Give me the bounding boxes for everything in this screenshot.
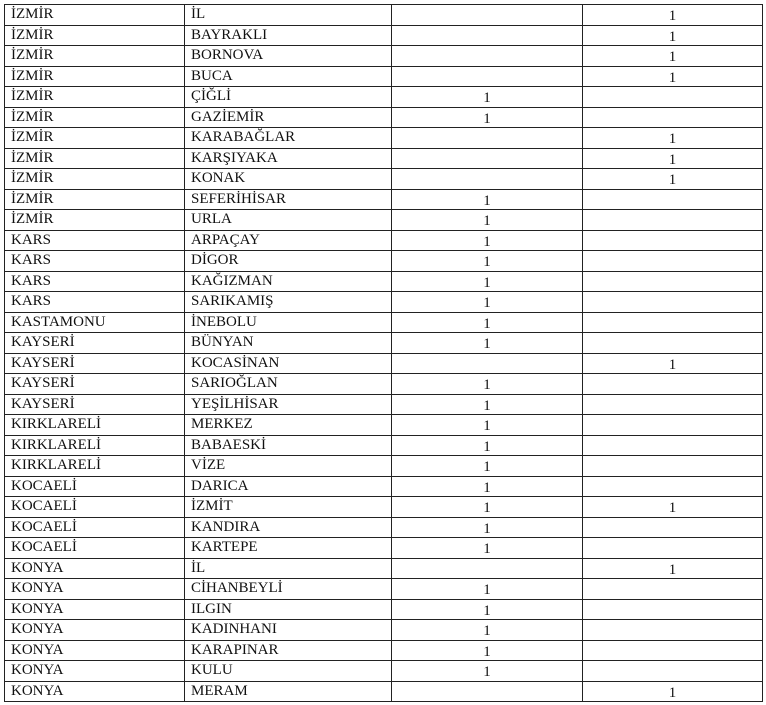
count-cell-4 [583, 230, 763, 251]
province-cell: KAYSERİ [5, 353, 185, 374]
count-cell-3 [392, 271, 583, 292]
count-cell-3 [392, 435, 583, 456]
count-cell-4 [583, 497, 763, 518]
table-row [5, 128, 763, 149]
province-cell: KONYA [5, 661, 185, 682]
district-cell: MERKEZ [185, 415, 392, 436]
province-cell: İZMİR [5, 46, 185, 67]
table-row [5, 333, 763, 354]
count-cell-3 [392, 210, 583, 231]
district-cell: YEŞİLHİSAR [185, 394, 392, 415]
district-cell: KULU [185, 661, 392, 682]
district-cell: VİZE [185, 456, 392, 477]
count-cell-3 [392, 107, 583, 128]
district-cell: BABAESKİ [185, 435, 392, 456]
table-row [5, 517, 763, 538]
count-cell-3 [392, 517, 583, 538]
district-cell: DARICA [185, 476, 392, 497]
table-row [5, 189, 763, 210]
count-cell-4 [583, 271, 763, 292]
district-cell: URLA [185, 210, 392, 231]
province-cell: KAYSERİ [5, 333, 185, 354]
province-cell: İZMİR [5, 66, 185, 87]
count-cell-3 [392, 251, 583, 272]
count-value: 1 [483, 438, 491, 455]
count-value: 1 [668, 356, 677, 373]
district-cell: SARIKAMIŞ [185, 292, 392, 313]
count-cell-3 [392, 456, 583, 477]
district-cell: KOCASİNAN [185, 353, 392, 374]
count-cell-4 [583, 333, 763, 354]
count-value: 1 [668, 172, 677, 189]
province-cell: KAYSERİ [5, 394, 185, 415]
province-cell: KOCAELİ [5, 538, 185, 559]
district-cell: KARŞIYAKA [185, 148, 392, 169]
district-cell: KARABAĞLAR [185, 128, 392, 149]
district-cell: İNEBOLU [185, 312, 392, 333]
district-cell: ILGIN [185, 599, 392, 620]
count-cell-4 [583, 374, 763, 395]
count-value: 1 [483, 623, 491, 640]
district-cell: KARAPINAR [185, 640, 392, 661]
count-cell-3 [392, 497, 583, 518]
count-cell-3 [392, 681, 583, 702]
count-cell-3 [392, 333, 583, 354]
district-cell: SEFERİHİSAR [185, 189, 392, 210]
count-value: 1 [668, 684, 677, 701]
table-row [5, 681, 763, 702]
count-cell-4 [583, 661, 763, 682]
district-cell: BAYRAKLI [185, 25, 392, 46]
count-cell-3 [392, 87, 583, 108]
count-value: 1 [483, 664, 491, 681]
count-value: 1 [483, 336, 491, 353]
district-cell: KADINHANI [185, 620, 392, 641]
count-cell-3 [392, 476, 583, 497]
table-row [5, 640, 763, 661]
count-value: 1 [483, 315, 491, 332]
count-cell-4 [583, 538, 763, 559]
province-cell: KOCAELİ [5, 517, 185, 538]
count-value: 1 [483, 500, 491, 517]
province-cell: KONYA [5, 640, 185, 661]
district-cell: BORNOVA [185, 46, 392, 67]
count-value: 1 [483, 295, 491, 312]
province-cell: KIRKLARELİ [5, 435, 185, 456]
count-cell-3 [392, 169, 583, 190]
count-value: 1 [668, 49, 677, 66]
table-row [5, 251, 763, 272]
province-cell: KARS [5, 230, 185, 251]
count-cell-3 [392, 46, 583, 67]
count-cell-4 [583, 579, 763, 600]
table-row [5, 292, 763, 313]
province-cell: İZMİR [5, 128, 185, 149]
table-row [5, 394, 763, 415]
count-value: 1 [483, 397, 491, 414]
table-row [5, 353, 763, 374]
province-cell: KONYA [5, 681, 185, 702]
district-cell: İZMİT [185, 497, 392, 518]
province-cell: KOCAELİ [5, 476, 185, 497]
table-row [5, 661, 763, 682]
table-row [5, 312, 763, 333]
count-cell-4 [583, 189, 763, 210]
count-value: 1 [668, 69, 677, 86]
district-cell: GAZİEMİR [185, 107, 392, 128]
table-row [5, 107, 763, 128]
province-cell: İZMİR [5, 148, 185, 169]
count-value: 1 [483, 90, 491, 107]
count-cell-4 [583, 107, 763, 128]
count-cell-3 [392, 620, 583, 641]
count-value: 1 [483, 213, 491, 230]
district-cell: DİGOR [185, 251, 392, 272]
count-cell-3 [392, 599, 583, 620]
count-value: 1 [483, 418, 491, 435]
count-cell-4 [583, 394, 763, 415]
province-cell: KARS [5, 271, 185, 292]
district-cell: MERAM [185, 681, 392, 702]
count-cell-4 [583, 128, 763, 149]
province-cell: KOCAELİ [5, 497, 185, 518]
count-cell-3 [392, 415, 583, 436]
count-cell-3 [392, 374, 583, 395]
count-value: 1 [668, 561, 677, 578]
count-value: 1 [483, 192, 491, 209]
table-row [5, 210, 763, 231]
count-cell-4 [583, 435, 763, 456]
count-value: 1 [668, 8, 677, 25]
province-cell: İZMİR [5, 189, 185, 210]
count-cell-4 [583, 25, 763, 46]
count-cell-3 [392, 661, 583, 682]
count-cell-4 [583, 620, 763, 641]
table-row [5, 456, 763, 477]
province-cell: KAYSERİ [5, 374, 185, 395]
table-row [5, 87, 763, 108]
count-cell-3 [392, 353, 583, 374]
province-cell: KARS [5, 251, 185, 272]
count-value: 1 [483, 479, 491, 496]
province-cell: KONYA [5, 558, 185, 579]
table-row [5, 538, 763, 559]
count-cell-3 [392, 394, 583, 415]
count-cell-3 [392, 640, 583, 661]
count-cell-4 [583, 169, 763, 190]
count-cell-4 [583, 46, 763, 67]
district-cell: KANDIRA [185, 517, 392, 538]
district-cell: ÇİĞLİ [185, 87, 392, 108]
count-value: 1 [668, 131, 677, 148]
count-cell-4 [583, 66, 763, 87]
count-cell-4 [583, 681, 763, 702]
count-value: 1 [483, 582, 491, 599]
table-row [5, 230, 763, 251]
count-cell-3 [392, 128, 583, 149]
district-cell: ARPAÇAY [185, 230, 392, 251]
count-cell-3 [392, 538, 583, 559]
province-cell: İZMİR [5, 25, 185, 46]
province-cell: İZMİR [5, 107, 185, 128]
count-value: 1 [483, 233, 491, 250]
count-value: 1 [483, 520, 491, 537]
count-cell-3 [392, 25, 583, 46]
district-cell: SARIOĞLAN [185, 374, 392, 395]
count-value: 1 [483, 541, 491, 558]
count-cell-4 [583, 476, 763, 497]
district-cell: İL [185, 5, 392, 26]
table-row [5, 435, 763, 456]
count-value: 1 [668, 151, 677, 168]
count-cell-4 [583, 353, 763, 374]
province-cell: İZMİR [5, 169, 185, 190]
count-cell-4 [583, 87, 763, 108]
province-cell: KONYA [5, 579, 185, 600]
province-cell: İZMİR [5, 87, 185, 108]
count-value: 1 [483, 274, 491, 291]
count-cell-3 [392, 148, 583, 169]
province-cell: KASTAMONU [5, 312, 185, 333]
count-value: 1 [483, 643, 491, 660]
table-row [5, 46, 763, 67]
province-cell: KIRKLARELİ [5, 456, 185, 477]
district-cell: İL [185, 558, 392, 579]
district-cell: BUCA [185, 66, 392, 87]
district-cell: KONAK [185, 169, 392, 190]
count-value: 1 [483, 377, 491, 394]
count-cell-3 [392, 312, 583, 333]
count-value: 1 [483, 254, 491, 271]
count-cell-4 [583, 415, 763, 436]
count-cell-3 [392, 292, 583, 313]
count-cell-3 [392, 189, 583, 210]
count-cell-4 [583, 517, 763, 538]
district-cell: CİHANBEYLİ [185, 579, 392, 600]
province-cell: KONYA [5, 620, 185, 641]
table-row [5, 374, 763, 395]
district-cell: BÜNYAN [185, 333, 392, 354]
table-row [5, 476, 763, 497]
table-body [5, 5, 763, 702]
table-row [5, 497, 763, 518]
table-row [5, 5, 763, 26]
count-value: 1 [483, 602, 491, 619]
count-value: 1 [483, 459, 491, 476]
table-row [5, 271, 763, 292]
count-cell-4 [583, 640, 763, 661]
province-cell: KONYA [5, 599, 185, 620]
count-cell-3 [392, 5, 583, 26]
count-cell-3 [392, 66, 583, 87]
table-row [5, 579, 763, 600]
count-cell-3 [392, 579, 583, 600]
table-row [5, 25, 763, 46]
count-cell-3 [392, 230, 583, 251]
district-cell: KARTEPE [185, 538, 392, 559]
count-value: 1 [668, 500, 677, 517]
count-cell-4 [583, 312, 763, 333]
table-row [5, 66, 763, 87]
count-cell-4 [583, 558, 763, 579]
count-value: 1 [668, 28, 677, 45]
district-cell: KAĞIZMAN [185, 271, 392, 292]
province-cell: KIRKLARELİ [5, 415, 185, 436]
table-row [5, 169, 763, 190]
count-cell-4 [583, 599, 763, 620]
count-value: 1 [483, 110, 491, 127]
count-cell-4 [583, 251, 763, 272]
count-cell-4 [583, 456, 763, 477]
table-row [5, 599, 763, 620]
province-cell: İZMİR [5, 5, 185, 26]
table-row [5, 148, 763, 169]
table-row [5, 558, 763, 579]
table-row [5, 620, 763, 641]
count-cell-4 [583, 5, 763, 26]
count-cell-3 [392, 558, 583, 579]
district-table [4, 4, 763, 702]
count-cell-4 [583, 148, 763, 169]
province-cell: İZMİR [5, 210, 185, 231]
province-cell: KARS [5, 292, 185, 313]
count-cell-4 [583, 292, 763, 313]
table-row [5, 415, 763, 436]
count-cell-4 [583, 210, 763, 231]
